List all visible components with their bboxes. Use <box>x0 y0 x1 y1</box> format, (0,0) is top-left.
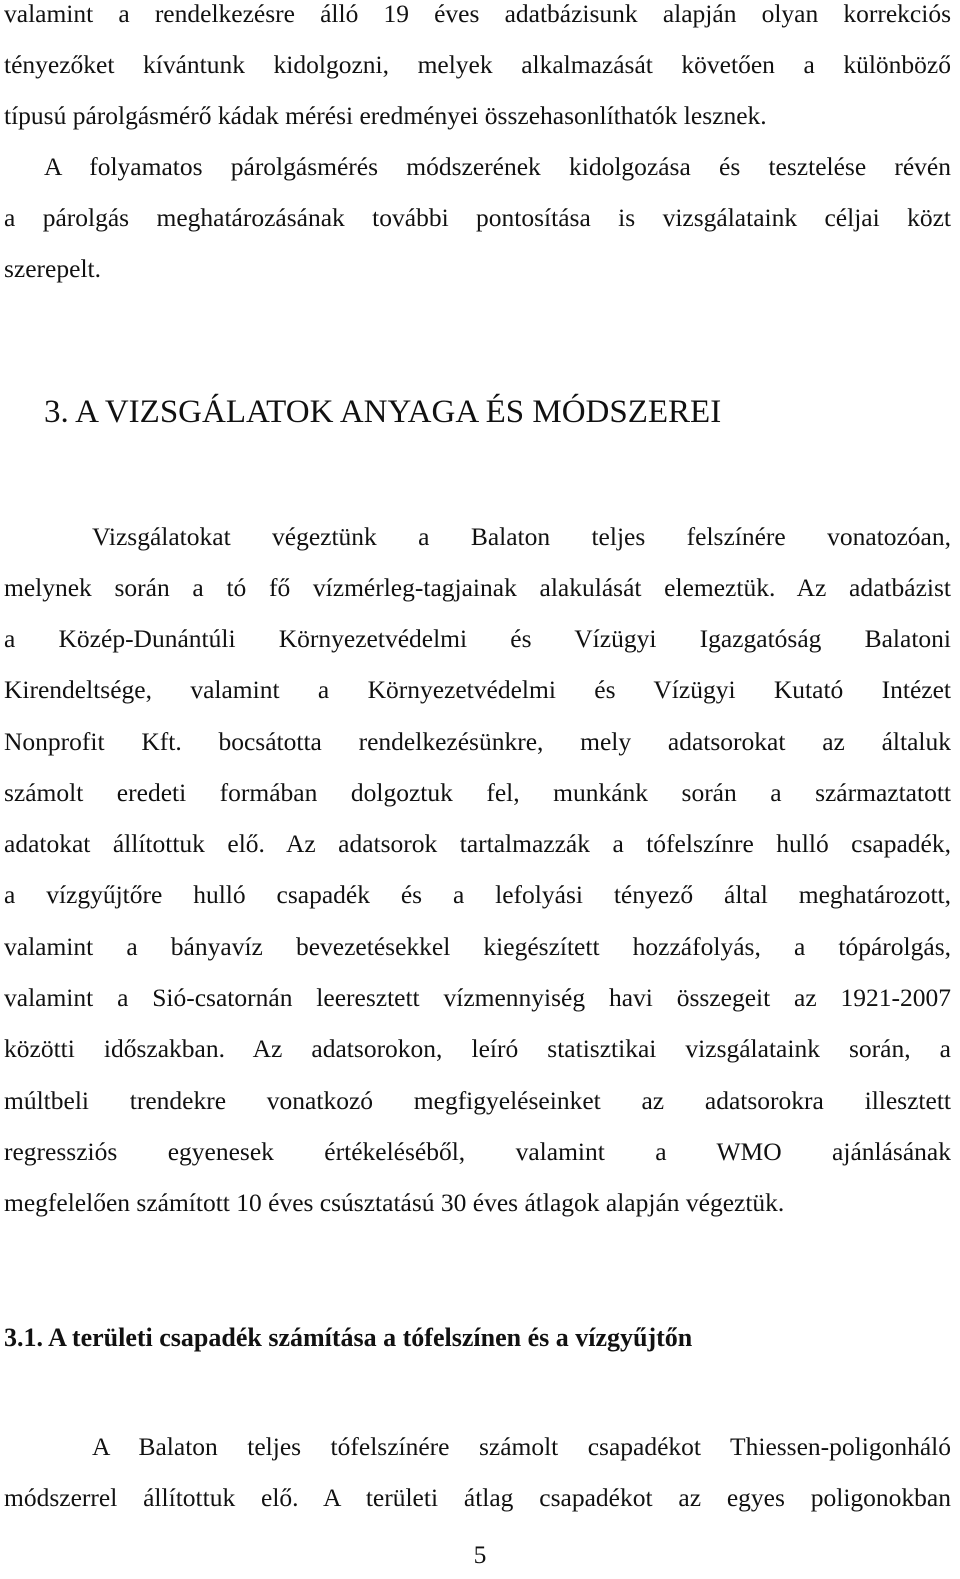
s3-line-13: regressziós egyenesek értékeléséből, valamint a WMO ajánlásának <box>4 1137 951 1166</box>
s3-line-8: a vízgyűjtőre hulló csapadék és a lefolyási tényező által meghatározott, <box>4 880 951 909</box>
intro-line-2: tényezőket kívántunk kidolgozni, melyek alkalmazását követően a különböző <box>4 50 951 79</box>
s3-line-4: Kirendeltsége, valamint a Környezetvédelmi és Vízügyi Kutató Intézet <box>4 675 951 704</box>
s3-line-1: Vizsgálatokat végeztünk a Balaton teljes felszínére vonatozóan, <box>92 522 951 551</box>
intro-line-6: szerepelt. <box>4 254 101 283</box>
s31-line-1: A Balaton teljes tófelszínére számolt csapadékot Thiessen-poligonháló <box>92 1432 951 1461</box>
s3-line-5: Nonprofit Kft. bocsátotta rendelkezésünkre, mely adatsorokat az általuk <box>4 727 951 756</box>
s3-line-3: a Közép-Dunántúli Környezetvédelmi és Vízügyi Igazgatóság Balatoni <box>4 624 951 653</box>
s3-line-12: múltbeli trendekre vonatkozó megfigyeléseinket az adatsorokra illesztett <box>4 1086 951 1115</box>
s3-line-2: melynek során a tó fő vízmérleg-tagjainak alakulását elemeztük. Az adatbázist <box>4 573 951 602</box>
intro-line-4: A folyamatos párolgásmérés módszerének kidolgozása és tesztelése révén <box>44 152 951 181</box>
s3-line-6: számolt eredeti formában dolgoztuk fel, munkánk során a származtatott <box>4 778 951 807</box>
section-3-heading: 3. A VIZSGÁLATOK ANYAGA ÉS MÓDSZEREI <box>44 394 722 430</box>
intro-line-1: valamint a rendelkezésre álló 19 éves adatbázisunk alapján olyan korrekciós <box>4 0 951 28</box>
s3-line-14: megfelelően számított 10 éves csúsztatású 30 éves átlagok alapján végeztük. <box>4 1188 785 1217</box>
intro-line-5: a párolgás meghatározásának további pontosítása is vizsgálataink céljai közt <box>4 203 951 232</box>
s31-line-2: módszerrel állítottuk elő. A területi átlag csapadékot az egyes poligonokban <box>4 1483 951 1512</box>
s3-line-9: valamint a bányavíz bevezetésekkel kiegészített hozzáfolyás, a tópárolgás, <box>4 932 951 961</box>
s3-line-10: valamint a Sió-csatornán leeresztett vízmennyiség havi összegeit az 1921-2007 <box>4 983 951 1012</box>
s3-line-7: adatokat állítottuk elő. Az adatsorok tartalmazzák a tófelszínre hulló csapadék, <box>4 829 951 858</box>
s3-line-11: közötti időszakban. Az adatsorokon, leíró statisztikai vizsgálataink során, a <box>4 1034 951 1063</box>
intro-line-3: típusú párolgásmérő kádak mérési eredményei összehasonlíthatók lesznek. <box>4 101 767 130</box>
page-number: 5 <box>473 1540 487 1569</box>
section-3-1-heading: 3.1. A területi csapadék számítása a tófelszínen és a vízgyűjtőn <box>4 1323 693 1352</box>
